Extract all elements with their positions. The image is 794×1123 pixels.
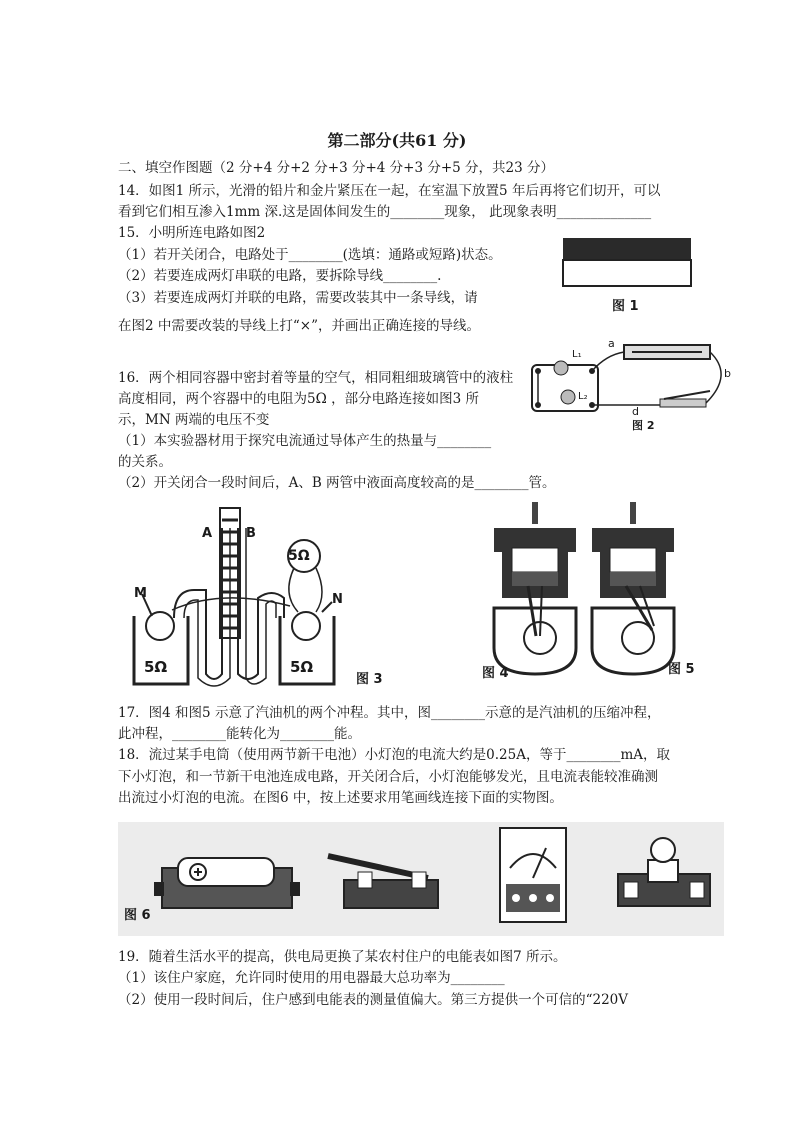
lamp-holder — [618, 838, 710, 906]
q18-line3: 出流过小灯泡的电流。在图6 中，按上述要求用笔画线连接下面的实物图。 — [118, 790, 563, 806]
q16-line1: 16．两个相同容器中密封着等量的空气，相同粗细玻璃管中的液柱 — [118, 370, 514, 386]
battery-holder — [154, 858, 300, 908]
lamp-l1 — [554, 361, 568, 375]
figure-2-label: 图 2 — [632, 419, 655, 432]
wire-n — [322, 602, 332, 612]
lamp-l2 — [561, 390, 575, 404]
switch-base — [660, 399, 706, 407]
left-resistor-label: 5Ω — [144, 658, 168, 676]
terminal-m-label: M — [134, 586, 147, 601]
q19-part2: （2）使用一段时间后，住户感到电能表的测量值偏大。第三方提供一个可信的“220V — [118, 992, 629, 1008]
left-flask — [146, 612, 174, 640]
q16-line2: 高度相同，两个容器中的电阻为5Ω ，部分电路连接如图3 所 — [118, 391, 479, 407]
lamp-l1-label: L₁ — [572, 349, 582, 360]
q18-line1: 18．流过某手电筒（使用两节新干电池）小灯泡的电流大约是0.25A，等于________mA，取 — [118, 747, 671, 763]
figure-6-label: 图 6 — [124, 908, 151, 923]
q16-part1-cont: 的关系。 — [118, 454, 172, 470]
figure-4-5 — [478, 498, 700, 684]
q17-line2: 此冲程，________能转化为________能。 — [118, 726, 361, 742]
figure-6-drawing — [118, 822, 724, 936]
wire-r2 — [316, 568, 322, 612]
switch-lever — [664, 391, 710, 399]
page-title: 第二部分(共61 分) — [327, 131, 467, 150]
engine-drawing — [478, 498, 700, 684]
top-resistor-label: 5Ω — [288, 548, 310, 564]
figure-6 — [118, 822, 724, 936]
ammeter — [500, 828, 566, 922]
lead-block — [563, 238, 691, 260]
wire-d-label: d — [632, 405, 639, 418]
q19-part1: （1）该住户家庭，允许同时使用的用电器最大总功率为________ — [118, 970, 505, 986]
figure-1 — [560, 236, 692, 316]
lamp-l2-label: L₂ — [578, 391, 588, 402]
q16-line3: 示，MN 两端的电压不变 — [118, 412, 270, 428]
q18-line2: 下小灯泡，和一节新干电池连成电路，开关闭合后，小灯泡能够发光，且电流表能较准确测 — [118, 769, 658, 785]
q15-part3-cont: 在图2 中需要改装的导线上打“×”，并画出正确连接的导线。 — [118, 318, 480, 334]
wire-r1 — [289, 568, 298, 612]
engine-4 — [494, 502, 576, 674]
q15-part2: （2）若要连成两灯串联的电路，要拆除导线________. — [118, 268, 442, 284]
gold-block — [563, 260, 691, 286]
right-resistor-label: 5Ω — [290, 658, 314, 676]
figure-4-label: 图 4 — [482, 666, 509, 681]
q15-line1: 15．小明所连电路如图2 — [118, 225, 266, 241]
q15-part3: （3）若要连成两灯并联的电路，需要改装其中一条导线，请 — [118, 290, 478, 306]
q19-line1: 19．随着生活水平的提高，供电局更换了某农村住户的电能表如图7 所示。 — [118, 949, 567, 965]
section-heading: 二、填空作图题（2 分+4 分+2 分+3 分+4 分+3 分+5 分，共23 分） — [118, 160, 555, 176]
q14-line2: 看到它们相互渗入1mm 深.这是固体间发生的________现象， 此现象表明______________ — [118, 204, 652, 220]
tube-a-label: A — [202, 526, 213, 541]
figure-3-label: 图 3 — [356, 672, 383, 687]
terminal-n-label: N — [332, 592, 343, 607]
switch — [328, 856, 438, 908]
q17-line1: 17．图4 和图5 示意了汽油机的两个冲程。其中，图________示意的是汽油机的压缩冲程， — [118, 705, 661, 721]
wire-b-label: b — [724, 367, 731, 380]
figure-3 — [122, 498, 384, 690]
wire-a-label: a — [608, 337, 615, 350]
figure-2 — [528, 335, 740, 435]
q16-part1: （1）本实验器材用于探究电流通过导体产生的热量与________ — [118, 433, 492, 449]
q16-part2: （2）开关闭合一段时间后，A、B 两管中液面高度较高的是________管。 — [118, 475, 556, 491]
right-flask — [292, 612, 320, 640]
engine-5 — [592, 502, 674, 674]
tube-b-label: B — [246, 526, 256, 541]
figure-5-label: 图 5 — [668, 662, 695, 677]
figure-1-label: 图 1 — [612, 299, 639, 314]
u-tube-b-inner — [246, 528, 276, 684]
q14-line1: 14．如图1 所示，光滑的铅片和金片紧压在一起，在室温下放置5 年后再将它们切开，可以 — [118, 183, 661, 199]
q15-part1: （1）若开关闭合，电路处于________(选填：通路或短路)状态。 — [118, 247, 502, 263]
